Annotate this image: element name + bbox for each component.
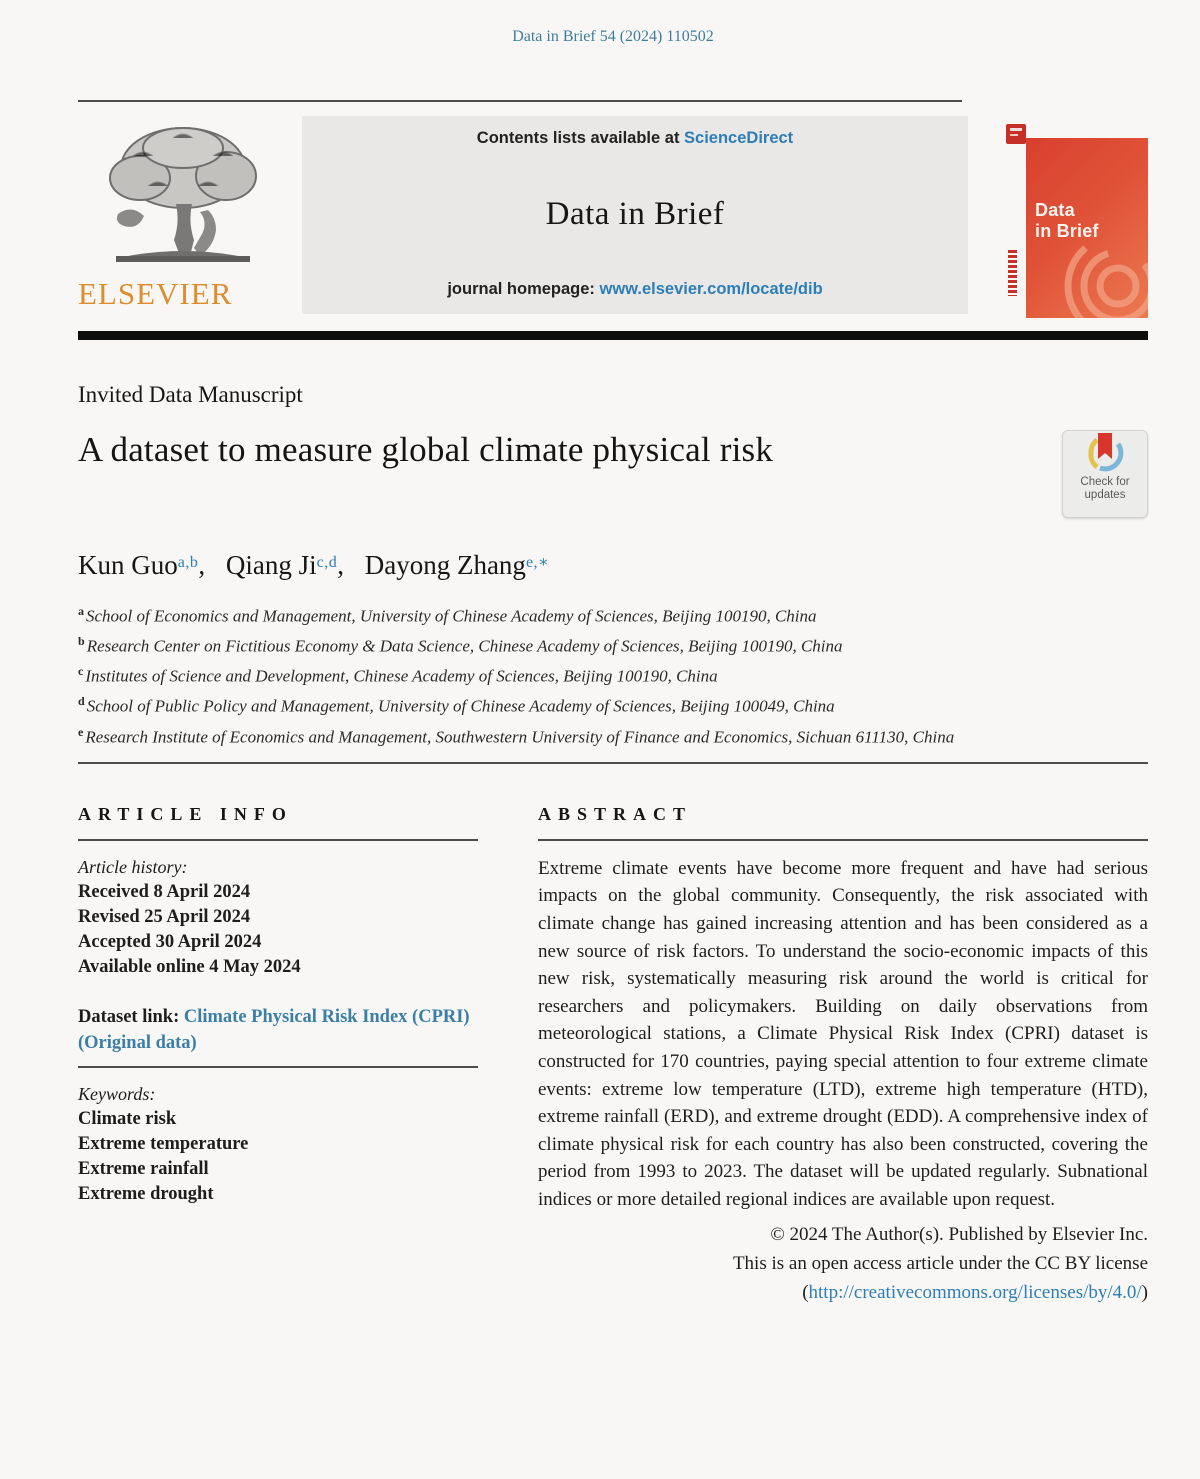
author [365,550,550,580]
license-line: This is an open access article under the CC BY license [732,1252,1148,1274]
abstract-column [538,804,1148,1307]
check-for-updates-icon [1085,431,1125,475]
author-name: Kun Guo [78,550,178,580]
article-info-heading: ARTICLE INFO [78,803,293,824]
cover-spine-marks [1008,250,1017,296]
author: Qiang Ji$^{c,d}$, [225,550,344,580]
top-divider [78,100,962,102]
dataset-link-line [78,1004,478,1056]
affiliation: $^b$ Research Center on Fictitious Economy & Data Science, Chinese Academy of Sciences, Beijing 100190, China [78,634,843,656]
keywords-label: Keywords: [78,1083,156,1104]
author-affiliation-sup: c,d [316,554,338,571]
keyword: Extreme drought [78,1183,214,1204]
masthead-divider-bar [78,331,1148,340]
cover-thumbnail [1026,138,1148,318]
affiliation: $^a$ School of Economics and Management, University of Chinese Academy of Sciences, Beijing 100190, China [78,604,817,626]
affiliation: $^e$ Research Institute of Economics and Management, Southwestern University of Finance and Economics, Sichuan 611130, China [78,724,955,747]
divider [78,839,478,841]
affiliation: $^c$ Institutes of Science and Development, Chinese Academy of Sciences, Beijing 100190, China [78,664,718,686]
keyword: Extreme temperature [78,1133,249,1154]
contents-prefix: Contents lists available at [476,129,685,147]
homepage-prefix: journal homepage: [447,280,600,298]
article-history-list [78,880,478,980]
author-name: Qiang Ji [225,550,317,580]
divider [78,1066,478,1068]
elsevier-tree-icon [88,116,278,274]
article-info-column [78,804,478,1307]
history-item: Available online 4 May 2024 [78,956,301,977]
history-item: Revised 25 April 2024 [78,906,251,927]
journal-banner [302,116,968,314]
journal-cover [984,116,1148,314]
affiliation-list [78,599,1058,750]
author-affiliation-sup: e,∗ [525,554,550,571]
elsevier-wordmark: ELSEVIER [78,276,233,311]
divider [538,839,1148,841]
section-divider [78,762,1148,764]
keyword: Extreme rainfall [78,1158,209,1179]
journal-masthead [78,116,1148,314]
article-history-label: Article history: [78,856,188,877]
contents-line [302,129,968,148]
manuscript-type-label: Invited Data Manuscript [78,382,303,407]
journal-homepage-link[interactable]: www.elsevier.com/locate/dib [599,280,823,298]
cc-license-link[interactable]: http://creativecommons.org/licenses/by/4.0/ [808,1281,1142,1303]
author-list [78,550,1148,581]
cover-journal-title: Data in Brief [1035,200,1099,241]
abstract-heading: ABSTRACT [538,803,693,824]
abstract-text: Extreme climate events have become more frequent and have had serious impacts on the global community. Consequently, the risk associated with climate change has gained increasing attention and has been considered as a new source of risk factors. To understand the socio-economic impacts of this new risk, systematically measuring risk around the world is critical for researchers and policymakers. Building on daily observations from meteorological stations, a Climate Physical Risk Index (CPRI) dataset is constructed for 170 countries, paying special attention to four extreme climate events: extreme low temperature (LTD), extreme high temperature (HTD), extreme rainfall (ERD), and extreme drought (EDD). A comprehensive index of climate physical risk for each country has also been constructed, covering the period from 1993 to 2023. The dataset will be updated regularly. Subnational indices or more detailed regional indices are available upon request. [538,857,1148,1210]
page-citation: Data in Brief 54 (2024) 110502 [512,28,714,45]
homepage-line [302,280,968,299]
article-title: A dataset to measure global climate physical risk [78,430,774,469]
dataset-link[interactable]: Climate Physical Risk Index (CPRI) (Original data) [78,1006,470,1053]
author: Kun Guo$^{a,b}$, [78,550,206,580]
title-row [78,426,1148,518]
sciencedirect-link[interactable]: ScienceDirect [684,129,794,147]
journal-title: Data in Brief [545,195,725,232]
author-affiliation-sup: a,b [177,554,199,571]
affiliation: $^d$ School of Public Policy and Management, University of Chinese Academy of Sciences, Beijing 100049, China [78,694,835,717]
license-url-line: (http://creativecommons.org/licenses/by/4.0/) [802,1281,1148,1303]
keyword: Climate risk [78,1108,177,1129]
check-for-updates-label: Check for updates [1080,476,1130,501]
cover-mini-logo-icon [1006,124,1026,144]
keywords-list [78,1107,478,1207]
history-item: Received 8 April 2024 [78,881,251,902]
author-name: Dayong Zhang [364,550,526,580]
check-for-updates-badge[interactable] [1062,430,1148,518]
dataset-link-label: Dataset link: [78,1006,184,1027]
history-item: Accepted 30 April 2024 [78,931,262,952]
copyright-block [538,1220,1148,1307]
copyright-line: © 2024 The Author(s). Published by Elsevier Inc. [770,1223,1148,1245]
elsevier-logo [78,116,302,314]
info-abstract-columns [78,804,1148,1307]
